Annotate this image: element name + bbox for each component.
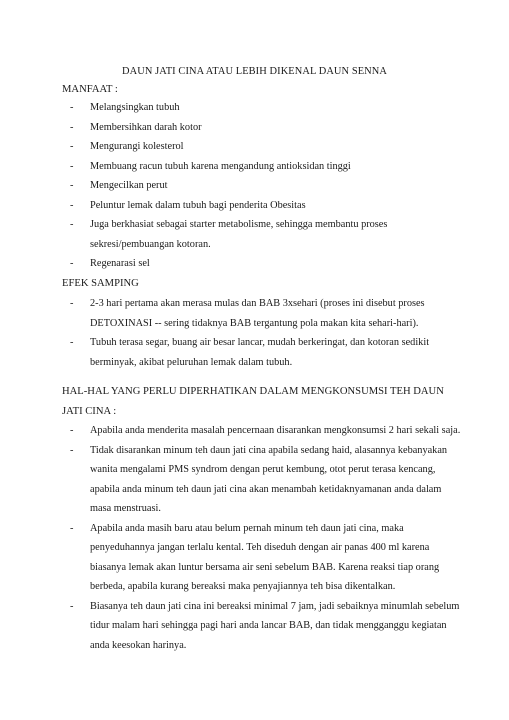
bullet-dash-icon: -: [70, 600, 74, 612]
list-item-text: Juga berkhasiat sebagai starter metabolisme, sehingga membantu proses sekresi/pembuangan kotoran.: [90, 219, 388, 250]
section-heading-efek-samping: EFEK SAMPING: [62, 278, 139, 289]
bullet-dash-icon: -: [70, 258, 74, 269]
list-item: [62, 333, 462, 372]
list-item: [62, 294, 462, 333]
list-item-text: Apabila anda menderita masalah pencernaan disarankan mengkonsumsi 2 hari sekali saja.: [90, 425, 461, 436]
list-manfaat: [62, 98, 462, 274]
section-heading-manfaat: MANFAAT :: [62, 84, 118, 95]
list-item: [62, 196, 462, 216]
list-item: [62, 157, 462, 177]
bullet-dash-icon: -: [70, 219, 74, 230]
bullet-dash-icon: -: [70, 298, 74, 309]
bullet-dash-icon: -: [70, 337, 74, 348]
list-item: [62, 176, 462, 196]
bullet-dash-icon: -: [70, 102, 74, 113]
list-item-text: Peluntur lemak dalam tubuh bagi penderita Obesitas: [90, 199, 306, 211]
bullet-dash-icon: -: [70, 522, 74, 534]
list-item-text: Melangsingkan tubuh: [90, 102, 180, 113]
bullet-dash-icon: -: [70, 121, 74, 133]
list-item: [62, 215, 462, 254]
bullet-dash-icon: -: [70, 160, 74, 172]
list-item: [62, 137, 462, 157]
list-efek-samping: [62, 294, 462, 372]
bullet-dash-icon: -: [70, 141, 74, 152]
list-item: [62, 118, 462, 138]
list-item-text: Membersihkan darah kotor: [90, 121, 202, 133]
list-item-text: Biasanya teh daun jati cina ini bereaksi minimal 7 jam, jadi sebaiknya minumlah sebelum tidur malam hari sehingga pagi hari anda lancar BAB, dan tidak mengganggu kegiatan anda keesokan harinya.: [90, 600, 460, 651]
list-item: [62, 597, 462, 656]
list-item: [62, 98, 462, 118]
list-item-text: Mengurangi kolesterol: [90, 141, 184, 152]
list-item: [62, 254, 462, 274]
list-item-text: Apabila anda masih baru atau belum pernah minum teh daun jati cina, maka penyeduhannya jangan terlalu kental. Teh diseduh dengan air panas 400 ml karena biasanya lemak akan luntur bersama air seni sebelum BAB. Karena reaksi tiap orang berbeda, apabila kurang bereaksi maka penyajiannya teh bisa dikentalkan.: [90, 522, 440, 592]
bullet-dash-icon: -: [70, 444, 74, 456]
list-item: [62, 519, 462, 597]
list-item-text: Tidak disarankan minum teh daun jati cina apabila sedang haid, alasannya kebanyakan wanita mengalami PMS syndrom dengan perut kembung, otot perut terasa kencang, apabila anda minum teh daun jati cina akan menambah ketidaknyamanan anda dalam masa menstruasi.: [90, 444, 448, 514]
list-item: [62, 421, 462, 441]
list-item-text: 2-3 hari pertama akan merasa mulas dan BAB 3xsehari (proses ini disebut proses DETOXINASI -- sering tidaknya BAB tergantung pola makan kita sehari-hari).: [90, 298, 425, 329]
section-heading-hal-hal: HAL-HAL YANG PERLU DIPERHATIKAN DALAM MENGKONSUMSI TEH DAUN JATI CINA :: [62, 386, 444, 417]
list-item: [62, 441, 462, 519]
list-item-text: Membuang racun tubuh karena mengandung antioksidan tinggi: [90, 160, 351, 172]
bullet-dash-icon: -: [70, 425, 74, 436]
document-title: DAUN JATI CINA ATAU LEBIH DIKENAL DAUN SENNA: [122, 66, 387, 77]
list-hal-hal: [62, 421, 462, 655]
bullet-dash-icon: -: [70, 199, 74, 211]
bullet-dash-icon: -: [70, 180, 74, 191]
list-item-text: Tubuh terasa segar, buang air besar lancar, mudah berkeringat, dan kotoran sedikit berminyak, akibat peluruhan lemak dalam tubuh.: [90, 337, 430, 368]
list-item-text: Regenarasi sel: [90, 258, 150, 269]
list-item-text: Mengecilkan perut: [90, 180, 168, 191]
